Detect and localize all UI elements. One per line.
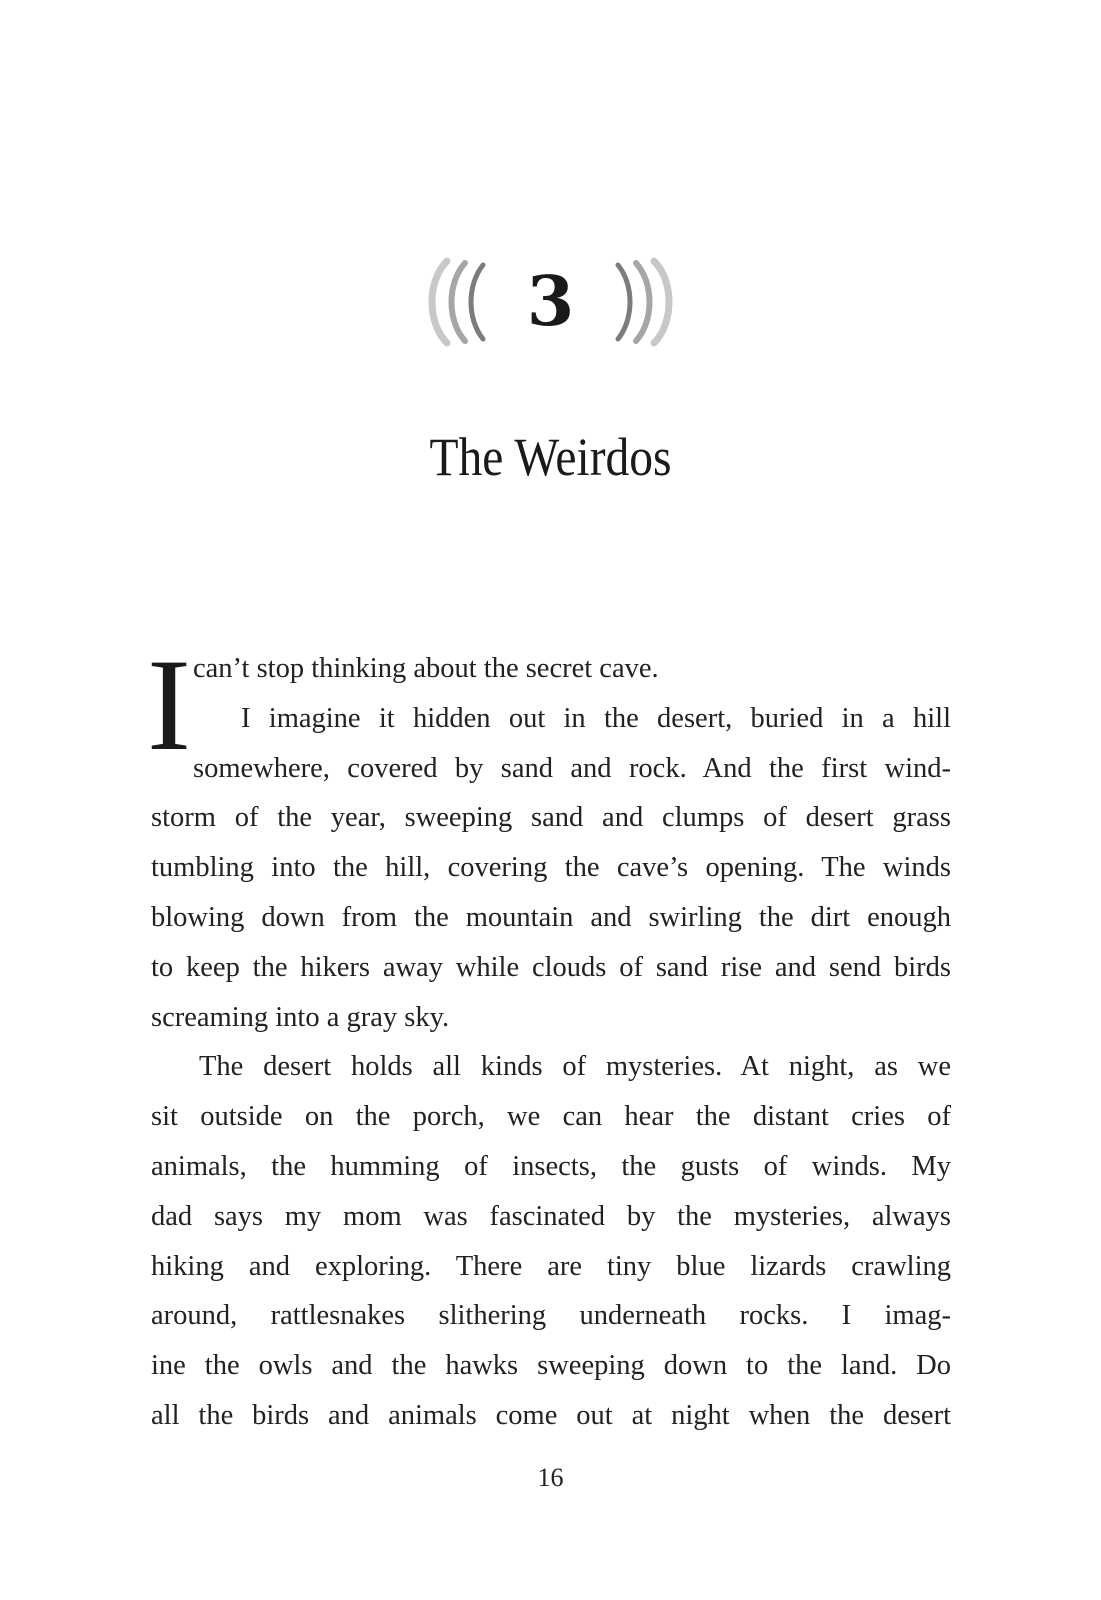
text-line: tumbling into the hill, covering the cave’s opening. The winds xyxy=(151,852,951,884)
wave-arc-outer xyxy=(654,261,669,343)
wave-arc-outer xyxy=(432,261,447,343)
text-line: storm of the year, sweeping sand and clumps of desert grass xyxy=(151,802,951,834)
sound-wave-right-icon xyxy=(598,257,680,347)
chapter-title: The Weirdos xyxy=(429,427,672,487)
wave-arc-inner xyxy=(471,265,483,339)
text-line: blowing down from the mountain and swirling the dirt enough xyxy=(151,901,951,933)
text-line: sit outside on the porch, we can hear the distant cries of xyxy=(151,1101,951,1133)
text-line: hiking and exploring. There are tiny blue lizards crawling xyxy=(151,1250,951,1282)
body-text xyxy=(147,631,951,1441)
sound-wave-left-icon xyxy=(421,257,503,347)
chapter-number: 3 xyxy=(526,262,575,342)
text-line: can’t stop thinking about the secret cave. xyxy=(193,653,659,684)
text-line: animals, the humming of insects, the gusts of winds. My xyxy=(151,1150,951,1182)
text-line: ine the owls and the hawks sweeping down to the land. Do xyxy=(151,1350,951,1382)
text-line: dad says my mom was fascinated by the mysteries, always xyxy=(151,1200,951,1232)
text-line: somewhere, covered by sand and rock. And the first wind- xyxy=(193,752,951,784)
text-line: screaming into a gray sky. xyxy=(151,1001,450,1033)
text-line: all the birds and animals come out at night when the desert xyxy=(151,1399,951,1431)
page-number: 16 xyxy=(537,1463,564,1492)
text-line: to keep the hikers away while clouds of sand rise and send birds xyxy=(151,951,951,983)
chapter-heading xyxy=(0,252,1101,352)
wave-arc-middle xyxy=(636,263,650,341)
text-line: I imagine it hidden out in the desert, buried in a hill xyxy=(241,702,951,734)
wave-arc-inner xyxy=(618,265,630,339)
text-line: around, rattlesnakes slithering underneath rocks. I imag- xyxy=(151,1300,951,1332)
wave-arc-middle xyxy=(451,263,465,341)
text-line: The desert holds all kinds of mysteries. At night, as we xyxy=(199,1051,951,1083)
drop-cap: I xyxy=(147,631,191,778)
